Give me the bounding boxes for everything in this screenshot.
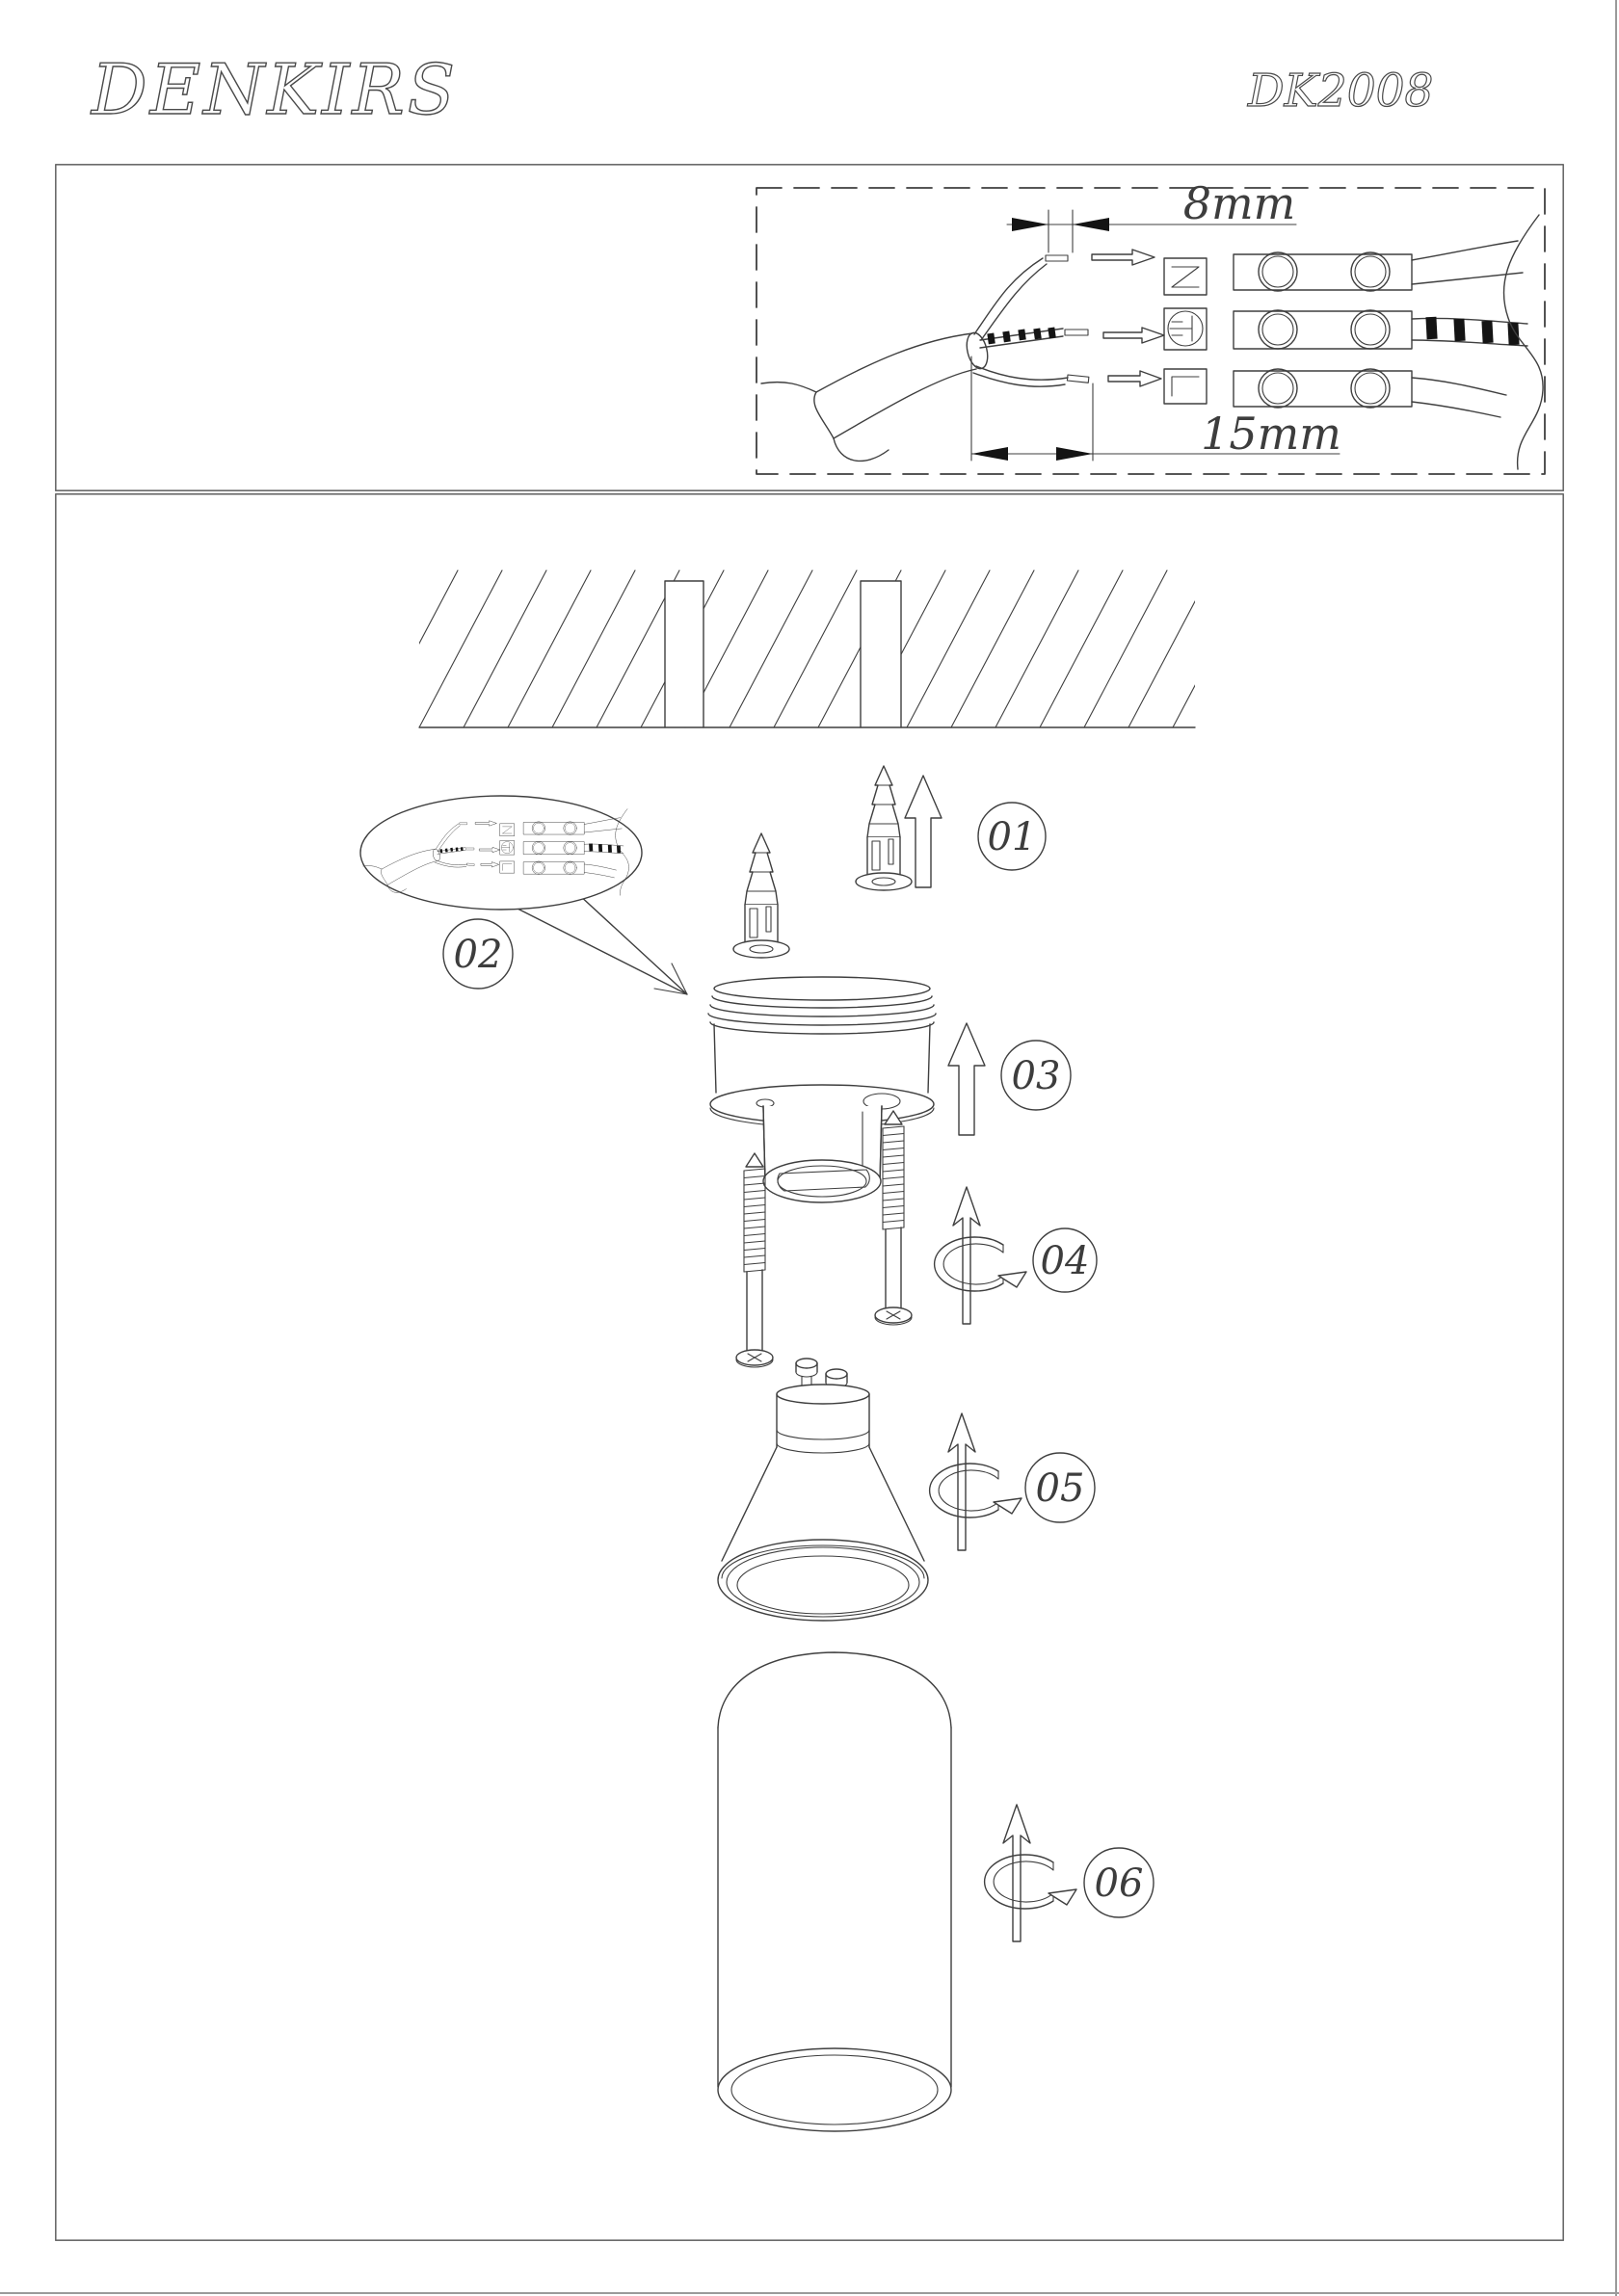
model-number: DK2008 (1248, 65, 1434, 118)
rotate-arrow-icon-step04 (935, 1187, 1026, 1324)
brand-logo: DENKIRS (92, 49, 459, 130)
rotate-arrow-icon-step06 (985, 1805, 1076, 1941)
step-06-label: 06 (1094, 1861, 1144, 1906)
step-05-marker (1025, 1453, 1095, 1522)
drill-hole-left (665, 581, 703, 727)
step-01-label: 01 (987, 815, 1037, 859)
wire-strip-detail-panel (55, 164, 1564, 491)
wall-anchor-right (856, 766, 912, 890)
page-edge-bottom (0, 2292, 1619, 2294)
rotate-arrow-icon-step05 (930, 1413, 1022, 1550)
callout-bubble (360, 796, 687, 994)
step-04-label: 04 (1040, 1239, 1090, 1283)
up-arrow-icon-step01 (905, 776, 942, 887)
wire-termination (761, 215, 1543, 469)
up-arrow-icon-step03 (948, 1023, 985, 1135)
wall-anchor-left (733, 833, 789, 958)
step-04-marker (1033, 1228, 1097, 1292)
assembly-diagram-panel (55, 493, 1564, 2241)
drill-hole-right (861, 581, 901, 727)
mounting-canopy (708, 977, 936, 1202)
step-03-label: 03 (1011, 1054, 1061, 1098)
page-edge-right (1615, 0, 1617, 2296)
ceiling-section (375, 570, 1256, 727)
gu10-lamp (718, 1359, 928, 1621)
step-01-marker (978, 803, 1046, 870)
cylinder-shade (718, 1652, 951, 2131)
dim-8mm-label: 8mm (1182, 177, 1296, 229)
step-02-marker (443, 919, 513, 989)
step-05-label: 05 (1035, 1466, 1085, 1511)
step-02-label: 02 (453, 933, 503, 977)
step-03-marker (1001, 1041, 1071, 1110)
dim-15mm-label: 15mm (1201, 408, 1341, 460)
header (0, 0, 1619, 164)
step-06-marker (1084, 1848, 1154, 1917)
